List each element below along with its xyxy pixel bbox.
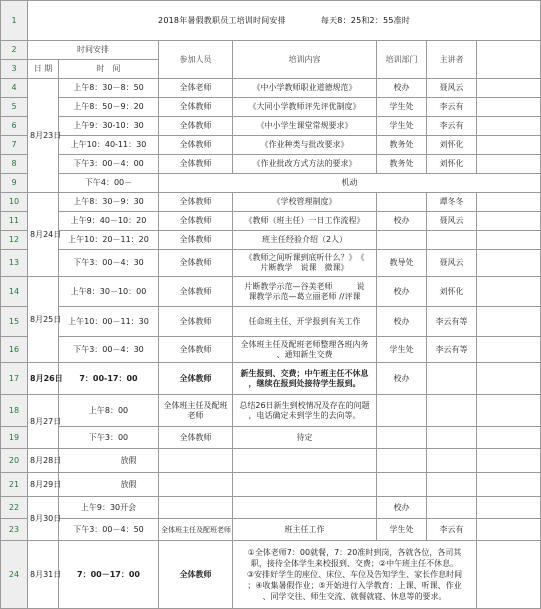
empty-cell[interactable] [477, 136, 541, 155]
time-cell[interactable]: 下午3：00－4：30 [59, 337, 159, 363]
time-cell[interactable]: 7：00－17：00 [59, 541, 159, 609]
empty-cell[interactable] [477, 363, 541, 395]
empty-cell[interactable] [477, 395, 541, 427]
department-cell[interactable]: 学生处 [377, 98, 427, 117]
header-speaker[interactable]: 主讲者 [427, 41, 477, 79]
content-line: ，电话确定未到学生的去向等。 [248, 410, 361, 420]
time-cell[interactable]: 放假 [59, 449, 159, 473]
date-cell[interactable]: 8月24日 [28, 193, 59, 277]
row-header-8[interactable]: 8 [1, 155, 28, 174]
time-cell[interactable]: 上午9：30开会 [59, 497, 159, 519]
empty-cell[interactable] [477, 497, 541, 519]
row-header-17[interactable]: 17 [1, 363, 28, 395]
time-cell[interactable]: 上午9：40－10：20 [59, 212, 159, 231]
speaker-cell[interactable]: 李云有等 [427, 307, 477, 337]
department-cell[interactable]: 校办 [377, 363, 427, 395]
speaker-cell[interactable]: 李云有 [427, 98, 477, 117]
content-cell[interactable] [233, 337, 377, 363]
empty-cell[interactable] [477, 541, 541, 609]
department-cell[interactable]: 校办 [377, 497, 427, 519]
row-header-21[interactable]: 21 [1, 473, 28, 497]
participants-cell[interactable]: 全体班主任及配班老师 [159, 519, 233, 541]
speaker-cell[interactable] [427, 473, 477, 497]
content-line: ；④收集暑假作业；⑤开始进行入学教育：上课、听课、作业 [247, 581, 462, 590]
content-cell[interactable]: 任命班主任、开学报到有关工作 [233, 307, 377, 337]
row-header-13[interactable]: 13 [1, 250, 28, 277]
row-header-18[interactable]: 18 [1, 395, 28, 427]
participants-cell[interactable]: 全体教师 [159, 277, 233, 307]
content-cell[interactable]: 《作业批改方式方法的要求》 [233, 155, 377, 174]
department-cell[interactable]: 教导处 [377, 250, 427, 277]
content-cell[interactable]: 《中小学教师职业道德规范》 [233, 79, 377, 98]
participants-line: 老师 [187, 410, 204, 420]
row-header-10[interactable]: 10 [1, 193, 28, 212]
content-line: 总结26日新生到校情况及存在的问题 [239, 400, 370, 410]
empty-cell[interactable] [477, 41, 541, 79]
department-cell[interactable] [377, 193, 427, 212]
row-header-19[interactable]: 19 [1, 427, 28, 449]
empty-cell[interactable] [477, 307, 541, 337]
row-header-9[interactable]: 9 [1, 174, 28, 193]
department-cell[interactable] [377, 427, 427, 449]
content-cell[interactable]: 待定 [233, 427, 377, 449]
content-cell[interactable]: 《教师（班主任）一日工作流程》 [233, 212, 377, 231]
content-cell[interactable] [233, 541, 477, 609]
header-participants[interactable]: 参加人员 [159, 41, 233, 79]
content-line: 《教师之间听课到底听什么？》 《 [244, 253, 365, 262]
empty-cell[interactable] [477, 449, 541, 473]
content-cell[interactable]: 机动 [159, 174, 541, 193]
time-cell[interactable]: 上午8：30－10：00 [59, 277, 159, 307]
content-line: 职，接待全体学生来校报到、交费；②中午班主任不休息。 [250, 559, 459, 568]
time-cell[interactable]: 下午3：00－4：50 [59, 519, 159, 541]
time-cell[interactable]: 下午3：00－4：00 [59, 155, 159, 174]
header-content[interactable]: 培训内容 [233, 41, 377, 79]
speaker-cell[interactable]: 刘怀化 [427, 136, 477, 155]
date-cell[interactable]: 8月25日 [28, 277, 59, 363]
content-cell[interactable] [233, 449, 377, 473]
content-cell[interactable] [233, 363, 377, 395]
title-cell[interactable] [28, 1, 541, 41]
sheet-title: 2018年暑假教职员工培训时间安排 [158, 15, 286, 25]
participants-cell[interactable] [159, 449, 233, 473]
row-header-14[interactable]: 14 [1, 277, 28, 307]
participants-cell[interactable]: 全体教师 [159, 98, 233, 117]
participants-cell[interactable]: 全体老师 [159, 79, 233, 98]
participants-cell[interactable]: 全体教师 [159, 250, 233, 277]
speaker-cell[interactable]: 聂风云 [427, 79, 477, 98]
empty-cell[interactable] [477, 155, 541, 174]
date-cell[interactable]: 8月26日 [28, 363, 59, 395]
content-line: 新生报到、交费；中午班主任不休息 [240, 368, 369, 378]
content-cell[interactable]: 班主任工作 [233, 519, 377, 541]
date-cell[interactable]: 8月27日 [28, 395, 59, 449]
content-cell[interactable]: 《作业种类与批改要求》 [233, 136, 377, 155]
speaker-cell[interactable]: 刘怀化 [427, 277, 477, 307]
row-header-7[interactable]: 7 [1, 136, 28, 155]
empty-cell[interactable] [477, 231, 541, 250]
header-schedule[interactable]: 时间安排 [28, 41, 159, 60]
speaker-cell[interactable] [427, 363, 477, 395]
content-cell[interactable]: 班主任经验介绍（2人） [233, 231, 377, 250]
time-cell[interactable]: 上午8：30－9：30 [59, 193, 159, 212]
department-cell[interactable]: 教务处 [377, 155, 427, 174]
speaker-cell[interactable]: 李云有等 [427, 337, 477, 363]
participants-cell[interactable]: 全体教师 [159, 155, 233, 174]
row-header-24[interactable]: 24 [1, 541, 28, 609]
department-cell[interactable]: 校办 [377, 277, 427, 307]
content-line: ①全体老师7：00就餐，7：20准时到岗，各就各位，各司其 [247, 548, 462, 557]
department-cell[interactable]: 校办 [377, 307, 427, 337]
participants-line: 全体班主任及配班 [163, 400, 228, 410]
content-cell[interactable] [233, 473, 377, 497]
content-line: 片断教学 说课 微课》 [260, 263, 349, 272]
participants-cell[interactable] [159, 497, 233, 519]
empty-cell[interactable] [477, 473, 541, 497]
participants-cell[interactable]: 全体教师 [159, 212, 233, 231]
participants-cell[interactable]: 全体教师 [159, 427, 233, 449]
department-cell[interactable]: 学生处 [377, 519, 427, 541]
time-cell[interactable]: 上午8：00 [59, 395, 159, 427]
content-cell[interactable] [233, 395, 377, 427]
row-header-11[interactable]: 11 [1, 212, 28, 231]
speaker-cell[interactable]: 聂风云 [427, 212, 477, 231]
time-cell[interactable]: 7：00-17：00 [59, 363, 159, 395]
date-cell[interactable]: 8月29日 [28, 473, 59, 497]
date-cell[interactable]: 8月23日 [28, 79, 59, 193]
speaker-cell[interactable] [427, 231, 477, 250]
content-line: 、同学交往、师生交流、就餐就寝、休息等的要求。 [262, 592, 447, 601]
row-header-4[interactable]: 4 [1, 79, 28, 98]
time-cell[interactable]: 放假 [59, 473, 159, 497]
department-cell[interactable] [377, 395, 427, 427]
content-cell[interactable]: 《学校管理制度》 [233, 193, 377, 212]
header-date[interactable]: 日 期 [28, 60, 59, 79]
content-line: 片断教学示范—谷美老师 说 [244, 281, 365, 291]
empty-cell[interactable] [477, 519, 541, 541]
participants-cell[interactable]: 全体教师 [159, 541, 233, 609]
speaker-cell[interactable] [427, 449, 477, 473]
department-cell[interactable] [377, 449, 427, 473]
content-line: 、通知新生交费 [276, 349, 333, 359]
participants-cell[interactable] [159, 473, 233, 497]
speaker-cell[interactable]: 刘怀化 [427, 155, 477, 174]
empty-cell[interactable] [477, 117, 541, 136]
row-header-12[interactable]: 12 [1, 231, 28, 250]
row-header-22[interactable]: 22 [1, 497, 28, 519]
row-header-5[interactable]: 5 [1, 98, 28, 117]
date-cell[interactable]: 8月31日 [28, 541, 59, 609]
content-cell[interactable]: 《大同小学教师评先评优制度》 [233, 98, 377, 117]
empty-cell[interactable] [477, 212, 541, 231]
row-header-15[interactable]: 15 [1, 307, 28, 337]
participants-cell[interactable]: 全体教师 [159, 117, 233, 136]
date-cell[interactable]: 8月28日 [28, 449, 59, 473]
speaker-cell[interactable]: 谭冬冬 [427, 193, 477, 212]
participants-cell[interactable]: 全体教师 [159, 231, 233, 250]
time-cell[interactable]: 下午4：00－ [59, 174, 159, 193]
date-cell[interactable]: 8月30日 [28, 497, 59, 541]
empty-cell[interactable] [477, 79, 541, 98]
speaker-cell[interactable] [427, 497, 477, 519]
time-cell[interactable]: 上午10：20－11：20 [59, 231, 159, 250]
content-line: 全体班主任及配班老师整理各班内务 [240, 339, 369, 349]
speaker-cell[interactable]: 李云有 [427, 117, 477, 136]
time-cell[interactable]: 上午8：30－8：50 [59, 79, 159, 98]
content-cell[interactable] [233, 497, 377, 519]
department-cell[interactable]: 教务处 [377, 136, 427, 155]
participants-cell[interactable]: 全体教师 [159, 136, 233, 155]
content-line: ③安排好学生的座位、床位、车位及告知学生、家长作息时间 [246, 570, 463, 579]
speaker-cell[interactable]: 李云有 [427, 519, 477, 541]
participants-cell[interactable]: 全体教师 [159, 337, 233, 363]
header-department[interactable]: 培训部门 [377, 41, 427, 79]
row-header-16[interactable]: 16 [1, 337, 28, 363]
header-time[interactable]: 时 间 [59, 60, 159, 79]
speaker-cell[interactable]: 聂风云 [427, 250, 477, 277]
department-cell[interactable]: 学生处 [377, 337, 427, 363]
row-header-6[interactable]: 6 [1, 117, 28, 136]
time-cell[interactable]: 上午10：40-11：30 [59, 136, 159, 155]
department-cell[interactable]: 校办 [377, 79, 427, 98]
row-header-23[interactable]: 23 [1, 519, 28, 541]
department-cell[interactable]: 校办 [377, 212, 427, 231]
empty-cell[interactable] [477, 98, 541, 117]
content-line: ，继续在报到处接待学生报到。 [248, 378, 361, 388]
row-header-3[interactable]: 3 [1, 60, 28, 79]
speaker-cell[interactable] [427, 395, 477, 427]
empty-cell[interactable] [477, 193, 541, 212]
time-cell[interactable]: 上午9：30-10：30 [59, 117, 159, 136]
time-cell[interactable]: 下午3：00 [59, 427, 159, 449]
empty-cell[interactable] [477, 427, 541, 449]
row-header-1[interactable]: 1 [1, 1, 28, 41]
department-cell[interactable] [377, 231, 427, 250]
department-cell[interactable] [377, 473, 427, 497]
participants-cell[interactable]: 全体教师 [159, 363, 233, 395]
content-line: 课教学示范—葛立丽老师 //评课 [248, 291, 361, 301]
time-cell[interactable]: 上午8：50－9：20 [59, 98, 159, 117]
content-cell[interactable]: 《中小学生课堂常规要求》 [233, 117, 377, 136]
row-header-2[interactable]: 2 [1, 41, 28, 60]
speaker-cell[interactable] [427, 427, 477, 449]
participants-cell[interactable] [159, 395, 233, 427]
participants-cell[interactable]: 全体教师 [159, 193, 233, 212]
row-header-20[interactable]: 20 [1, 449, 28, 473]
participants-cell[interactable]: 全体教师 [159, 307, 233, 337]
department-cell[interactable]: 学生处 [377, 117, 427, 136]
time-cell[interactable]: 上午10：00－11：30 [59, 307, 159, 337]
time-cell[interactable]: 下午3：00－4：30 [59, 250, 159, 277]
empty-cell[interactable] [477, 277, 541, 307]
empty-cell[interactable] [477, 337, 541, 363]
content-cell[interactable] [233, 250, 377, 277]
content-cell[interactable] [233, 277, 377, 307]
empty-cell[interactable] [477, 250, 541, 277]
sheet-subtitle: 每天8：25和2：55准时 [320, 15, 411, 25]
